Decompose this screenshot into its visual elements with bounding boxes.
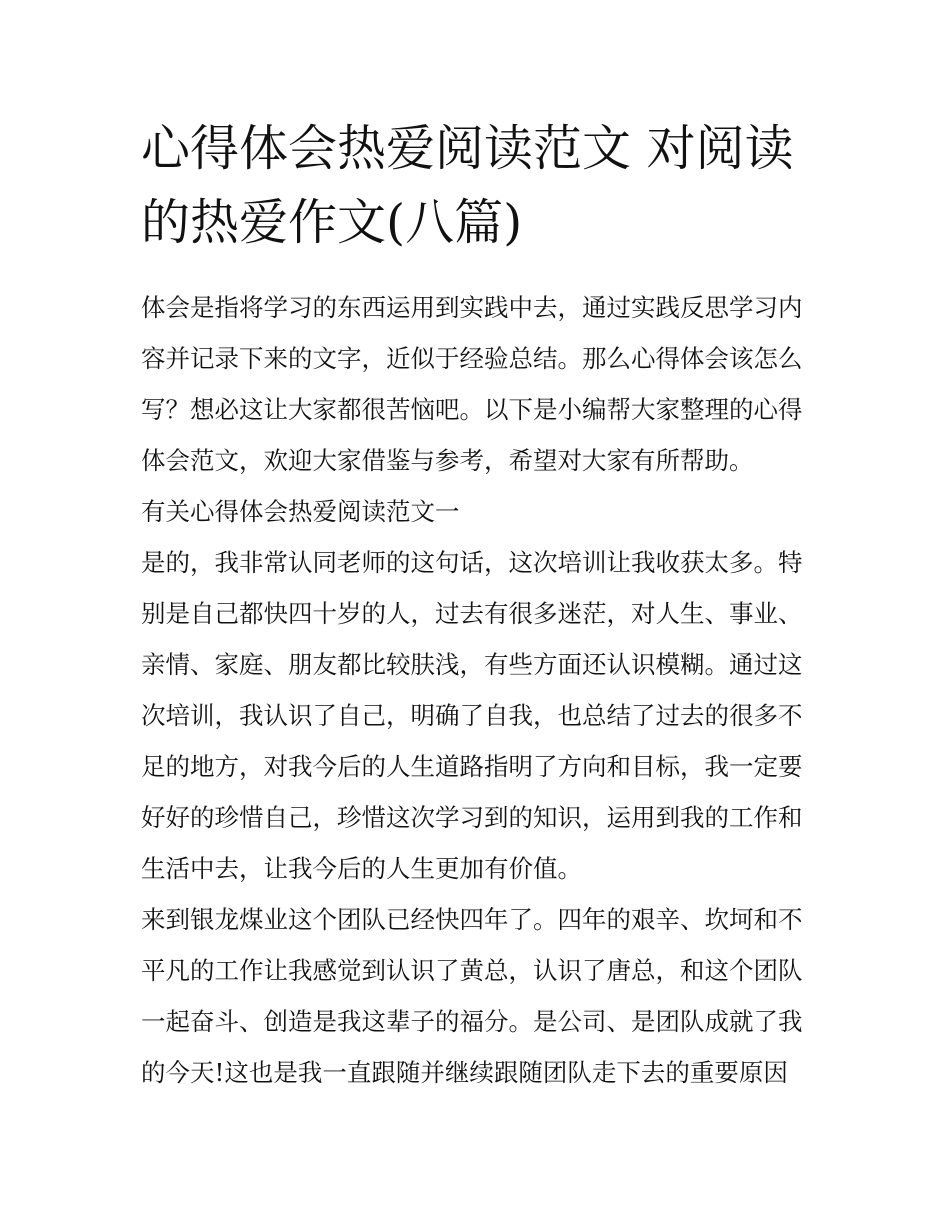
- text-line: 体会范文，欢迎大家借鉴与参考，希望对大家有所帮助。: [141, 446, 754, 475]
- text-line: 生活中去，让我今后的人生更加有价值。: [141, 854, 582, 883]
- title-line: 的热爱作文(八篇): [141, 194, 523, 251]
- text-line: 一起奋斗、创造是我这辈子的福分。是公司、是团队成就了我: [141, 1007, 803, 1036]
- body-paragraph-1: [141, 537, 821, 894]
- body-paragraph-2: [141, 894, 821, 1098]
- text-line: 的今天!这也是我一直跟随并继续跟随团队走下去的重要原因: [141, 1058, 788, 1087]
- text-line: 别是自己都快四十岁的人，过去有很多迷茫，对人生、事业、: [141, 599, 803, 628]
- text-line: 亲情、家庭、朋友都比较肤浅，有些方面还认识模糊。通过这: [141, 650, 803, 679]
- document-body: [141, 282, 821, 1098]
- text-line: 体会是指将学习的东西运用到实践中去，通过实践反思学习内: [141, 293, 803, 322]
- document-title: [141, 112, 821, 260]
- title-line: 心得体会热爱阅读范文 对阅读: [141, 120, 794, 177]
- text-line: 平凡的工作让我感觉到认识了黄总，认识了唐总，和这个团队: [141, 956, 803, 985]
- text-line: 来到银龙煤业这个团队已经快四年了。四年的艰辛、坎坷和不: [141, 905, 803, 934]
- text-line: 写？想必这让大家都很苦恼吧。以下是小编帮大家整理的心得: [141, 395, 803, 424]
- text-line: 足的地方，对我今后的人生道路指明了方向和目标，我一定要: [141, 752, 803, 781]
- text-line: 次培训，我认识了自己，明确了自我，也总结了过去的很多不: [141, 701, 803, 730]
- text-line: 好好的珍惜自己，珍惜这次学习到的知识，运用到我的工作和: [141, 803, 803, 832]
- intro-paragraph: [141, 282, 821, 486]
- text-line: 容并记录下来的文字，近似于经验总结。那么心得体会该怎么: [141, 344, 803, 373]
- text-line: 是的，我非常认同老师的这句话，这次培训让我收获太多。特: [141, 548, 803, 577]
- section-heading: 有关心得体会热爱阅读范文一: [141, 497, 460, 526]
